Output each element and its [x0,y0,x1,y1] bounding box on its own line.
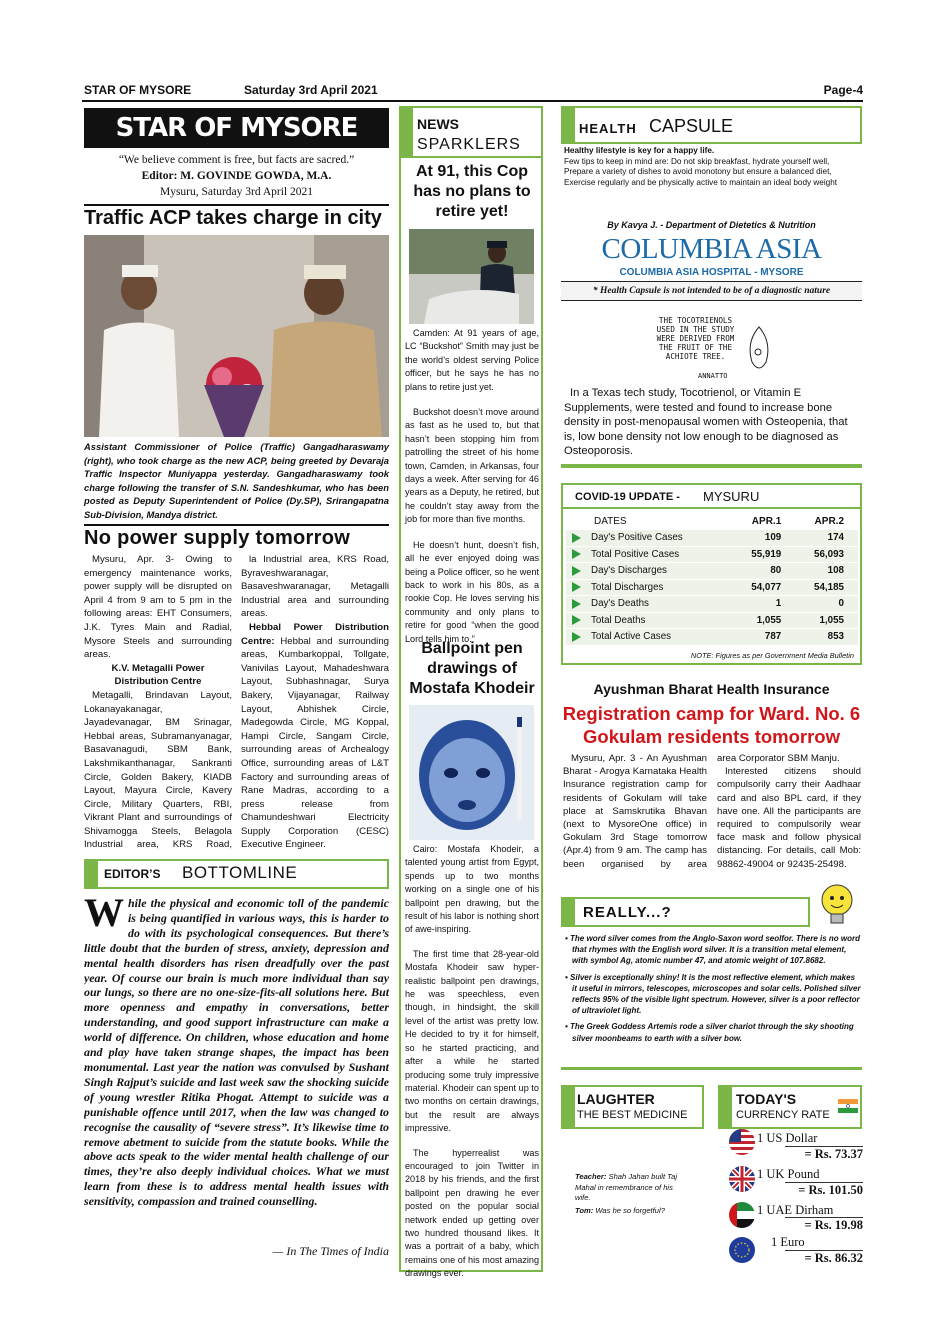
covid-cell: 1,055 [795,612,858,629]
divider [561,464,862,468]
currency-name: 1 UAE Dirham [757,1203,834,1217]
ayushman-para: Interested citizens should compulsorily carry their Aadhaar card and also BPL card, if they have one. All the participants are required to compulsorily wear face mask and follow physical distancing. For details, call Mob: 98862-49004 or 92435-25498. [717,766,861,870]
covid-cell: 1,055 [733,612,796,629]
covid-cell: 174 [795,530,858,547]
joke-line: Shah Jahan built Taj Mahal in remembrance of his wife. [575,1172,678,1202]
acp-caption: Assistant Commissioner of Police (Traffic) Gangadharaswamy (right), who took charge as the new ACP, being greeted by Devaraja Traffic Inspector Muniyappa yesterday. Gangadharaswamy took charge following the transfer of S.N. Sandeshkumar, who has been posted as Deputy Superintendent of Police (Dy.SP), Srirangapatna Sub-Division, Mandya district. [84,441,389,520]
currency-rate: = Rs. 86.32 [785,1250,863,1266]
covid-cell: 0 [795,596,858,613]
ayushman-kicker: Ayushman Bharat Health Insurance [593,681,830,697]
health-body: Few tips to keep in mind are: Do not skip breakfast, hydrate yourself well, Prepare a variety of dishes to avoid monotony but ensure a balanced diet, Exercise regularly and be physically active to maintain an ideal body weight [564,156,838,187]
cartoon-text: THE TOCOTRIENOLS USED IN THE STUDY WERE DERIVED FROM THE FRUIT OF THE ACHIOTE TREE. [656,316,735,361]
ayushman-headline: Registration camp for Ward. No. 6 Gokulam residents tomorrow [562,703,861,747]
khodeir-para: The hyperrealist was encouraged to join Twitter in 2018 by his friends, and the first ballpoint pen drawing he ever posted on the popular social network ended up getting over two hundred thousand likes. It was a portrait of a baby, which remains one of his most amazing drawings ever. [405,1147,539,1279]
laughter-label-box [561,1085,704,1129]
power-para: la Industrial area, KRS Road, Byraveshwaranagar, Basaveshwaranagar, Metagalli Industrial area and surrounding areas. [241,554,389,620]
editorial-label-a: EDITOR’S [104,867,161,881]
covid-cell: 787 [733,629,796,646]
really-list [565,933,861,1044]
covid-cell: 1 [733,596,796,613]
paper-name: STAR OF MYSORE [84,83,192,97]
power-col-2 [241,553,389,851]
us-flag-icon [729,1129,755,1155]
editor-line: Editor: M. GOVINDE GOWDA, M.A. [141,170,332,182]
covid-col: DATES [566,513,733,530]
divider [561,1067,862,1070]
lightbulb-icon [815,880,859,930]
covid-cell: 109 [733,530,796,547]
khodeir-headline: Ballpoint pen drawings of Mostafa Khodeir [409,640,535,697]
health-tips [564,146,860,188]
uk-flag-icon [729,1166,755,1192]
editorial-text: hile the physical and economic toll of the pandemic is being quantified in various ways, this is harder to do with its psychological consequences. But there’s little doubt that the burden of stress, anxiety, depression and mental health disorders has risen dreadfully over the past year. Of course our brain is much more individual than say our lungs, so there are no one-size-fits-all solutions here. But more openness and empathy in conversations, better understanding, and good support infrastructure can make a world of difference. On children, whose education and home and play have taken strange shapes, the impact has been monumental. Last year the nation was convulsed by Sushant Singh Rajput’s suicide and last week saw the shocking suicide of young wrestler Ritika Phogat. Attempt to suicide was a punishable offence until 2017, when the law was changed to recognise the causality of “severe stress”. It’s likewise time to remove abetment to suicide from the statute books. While the above acts speak to the wider mental health challenge of our times, they’re also deeply individual choices. What we must learn from these is to address mental health issues with sensitivity, compassion and trained counselling. [84,896,389,1209]
really-item: • Silver is exceptionally shiny! It is the most reflective element, which makes it useful in mirrors, telescopes, microscopes and solar cells. Polished silver reflects 95% of the visible light spectrum. However, silver is a poor reflector of ultraviolet light. [565,972,861,1016]
covid-row [566,530,858,547]
covid-cell: Day's Positive Cases [591,532,683,544]
laughter-label-a: LAUGHTER [577,1091,655,1107]
editorial-label-box [84,859,389,889]
page-number: Page-4 [823,83,863,97]
covid-cell: Total Positive Cases [591,548,680,560]
cop-para: Buckshot doesn’t move around as fast as he used to, but that hasn’t been stopping him from patrolling the street of his home town, Camden, in Arkansas, four days a week. After serving for 46 years as a Deputy, he retired, but he couldn’t stay away from the job for more than five months. [405,407,539,525]
covid-cell: 80 [733,563,796,580]
dropcap: W [84,896,124,935]
cop-headline: At 91, this Cop has no plans to retire yet! [413,163,531,220]
covid-cell: Total Deaths [591,614,646,626]
acp-photo [84,235,389,437]
really-item: • The word silver comes from the Anglo-Saxon word seolfor. There is no word that rhymes with the English word silver. It is a transition metal element, with symbol Ag, atomic number 47, and atomic weight of 107.8682. [565,934,861,966]
laughter-joke [575,1172,687,1216]
covid-box [561,483,862,665]
covid-row [566,546,858,563]
editorial-label-b: BOTTOMLINE [182,863,298,882]
covid-row [566,596,858,613]
power-subhead: K.V. Metagalli Power Distribution Centre [111,662,205,688]
covid-label-b: MYSURU [703,489,760,504]
really-item: • The Greek Goddess Artemis rode a silver chariot through the sky shooting silver moonbeams to earth with a silver bow. [565,1022,854,1043]
currency-label-box [718,1085,862,1129]
cartoon-tag: ANNATTO [698,372,728,380]
covid-cell: 54,077 [733,579,796,596]
covid-cell: 853 [795,629,858,646]
currency-rate: = Rs. 19.98 [785,1217,863,1233]
joke-speaker: Tom: [575,1205,594,1215]
covid-head [563,485,860,509]
sparklers-label-b: SPARKLERS [417,136,521,153]
covid-cell: 55,919 [733,546,796,563]
cop-story [405,327,539,646]
masthead-logo: STAR OF MYSORE [84,108,389,148]
eu-flag-icon [729,1237,755,1263]
ayushman-col-2 [717,752,861,871]
tocotrienol-para: In a Texas tech study, Tocotrienol, or Vitamin E Supplements, were tested and found to increase bone density in post-menopausal women with Osteopenia, that is, low bone density not low enough to be diagnosed as Osteoporosis. [564,387,848,458]
currency-rate: = Rs. 101.50 [785,1182,863,1198]
baby-drawing [409,705,534,840]
covid-cell: Total Active Cases [591,631,672,643]
power-para: Metagalli, Brindavan Layout, Lokanayakanagar, Jayadevanagar, BM Srinagar, Hebbal areas, Subramanyanagar, Basavanagudi, SBM Bank, Lakshmikanthanagar, Sankranti Circle, Golden Bakery, KIADB Layout, Mayura Circle, Kavery Circle, Military Quarters, RBI, Vikrant Plant and surroundings of Shivamogga Steels, Belagola Industrial area, KRS Road, [84,689,232,851]
page-header [82,80,863,102]
power-subhead: Hebbal Power Distribution Centre: [241,621,389,647]
health-lead: Healthy lifestyle is key for a happy life. [564,146,715,155]
cop-para: Camden: At 91 years of age, LC “Buckshot” Smith may just be the world’s oldest serving Police officer, but he says he has no plans to retire just yet. [405,328,539,392]
issue-date: Saturday 3rd April 2021 [244,83,378,97]
really-label-box [561,897,810,927]
covid-cell: Total Discharges [591,581,664,593]
divider [84,524,389,526]
currency-label-b: CURRENCY RATE [736,1109,830,1121]
covid-row [566,563,858,580]
sparklers-label-a: NEWS [417,116,459,132]
covid-table [566,513,858,646]
ayushman-para: area Corporator SBM Manju. [717,753,840,764]
covid-label-a: COVID-19 UPDATE - [575,491,680,503]
annatto-fruit-icon [744,322,774,377]
covid-col: APR.2 [795,513,858,530]
motto: “We believe comment is free, but facts are sacred.” [118,154,355,166]
covid-header-row [566,513,858,530]
health-disclaimer: * Health Capsule is not intended to be of a diagnostic nature [592,286,831,296]
laughter-label-b: THE BEST MEDICINE [577,1109,688,1121]
columbia-asia-sub: COLUMBIA ASIA HOSPITAL - MYSORE [619,267,804,278]
currency-name: 1 Euro [771,1235,805,1249]
joke-line: Was he so forgetful? [595,1205,665,1215]
disclaimer-bar [561,281,862,301]
uae-flag-icon [729,1202,755,1228]
power-para: Hebbal and surrounding areas, Kumbarkoppal, Tollgate, Vanivilas Layout, Mahadeshwara Layout, Subhashnagar, Surya Bakery, Vijayanagar, Railway Layout, Abhishek Circle, Madegowda Circle, MG Koppal, Hampi Circle, Sangam Circle, surrounding areas of Archealogy Office, surrounding areas of L&T Factory and surrounding areas of Rane Madras, according to a press release from Chamundeshwari Electricity Supply Corporation (CESC) Executive Engineer. [241,635,389,851]
india-flag-icon [838,1099,858,1113]
editorial-body [84,896,389,1236]
health-byline: By Kavya J. - Department of Dietetics & Nutrition [607,220,816,230]
power-para: Mysuru, Apr. 3- Owing to emergency maintenance works, power supply will be disrupted on April 4 from 9 am to 5 pm in the following areas: EHT Consumers, J.K. Tyres Main and Radial, Mysore Steels and surrounding areas. [84,554,232,661]
health-label-a: HEALTH [579,121,637,136]
sparklers-label [399,106,543,158]
covid-cell: 108 [795,563,858,580]
covid-cell: 56,093 [795,546,858,563]
masthead-block [84,152,389,200]
khodeir-story [405,843,539,1281]
health-label-b: CAPSULE [649,116,734,136]
covid-cell: Day's Deaths [591,598,649,610]
covid-col: APR.1 [733,513,796,530]
covid-row [566,629,858,646]
ayushman-col-1 [563,752,707,872]
covid-row [566,612,858,629]
dateline: Mysuru, Saturday 3rd April 2021 [159,186,313,198]
really-label: REALLY...? [583,904,672,921]
covid-cell: 54,185 [795,579,858,596]
currency-label-a: TODAY'S [736,1091,797,1107]
covid-row [566,579,858,596]
acp-headline: Traffic ACP takes charge in city [84,207,382,229]
divider [84,204,389,206]
khodeir-para: Cairo: Mostafa Khodeir, a talented young artist from Egypt, spends up to two months working on a single one of his ballpoint pen drawing, but the result of his labor is nothing short of awe-inspiring. [405,844,539,935]
cop-photo [409,229,534,324]
khodeir-para: The first time that 28-year-old Mostafa Khodeir saw hyper-realistic ballpoint pen drawings, he was speechless, even though, in hindsight, the skill level of the artist was pretty low. He decided to try it for himself, so he started practicing, and after a while he started producing some truly impressive material. Khodeir can spent up to two months on certain drawings, but the result are always impressive. [405,948,539,1134]
cop-para: He doesn’t hunt, doesn’t fish, all he ever enjoyed doing was being a Police officer, so he went back to work in his 80s, as a rookie Cop. He loves serving his community and only plans to retire for good “when the good Lord tells him to.” [405,539,539,644]
currency-name: 1 US Dollar [757,1131,818,1145]
health-label-box [561,106,862,144]
power-col-1 [84,553,232,851]
columbia-asia-logo: COLUMBIA ASIA [601,233,822,265]
joke-speaker: Teacher: [575,1172,607,1181]
editorial-source: — In The Times of India [272,1244,389,1258]
covid-cell: Day's Discharges [591,565,667,577]
ayushman-para: Mysuru, Apr. 3 - An Ayushman Bharat - Arogya Karnataka Health Insurance registration camp for residents of Gokulam will take place at Samskrutika Bhavan (next to MysoreOne office) in Gokulam 3rd Stage tomorrow (Apr.4) from 9 am. The camp has been organised by area [563,753,707,870]
covid-note: NOTE: Figures as per Government Media Bulletin [690,651,854,660]
power-headline: No power supply tomorrow [84,527,351,549]
currency-name: 1 UK Pound [757,1167,820,1181]
currency-rate: = Rs. 73.37 [785,1146,863,1162]
annatto-cartoon [648,316,773,382]
